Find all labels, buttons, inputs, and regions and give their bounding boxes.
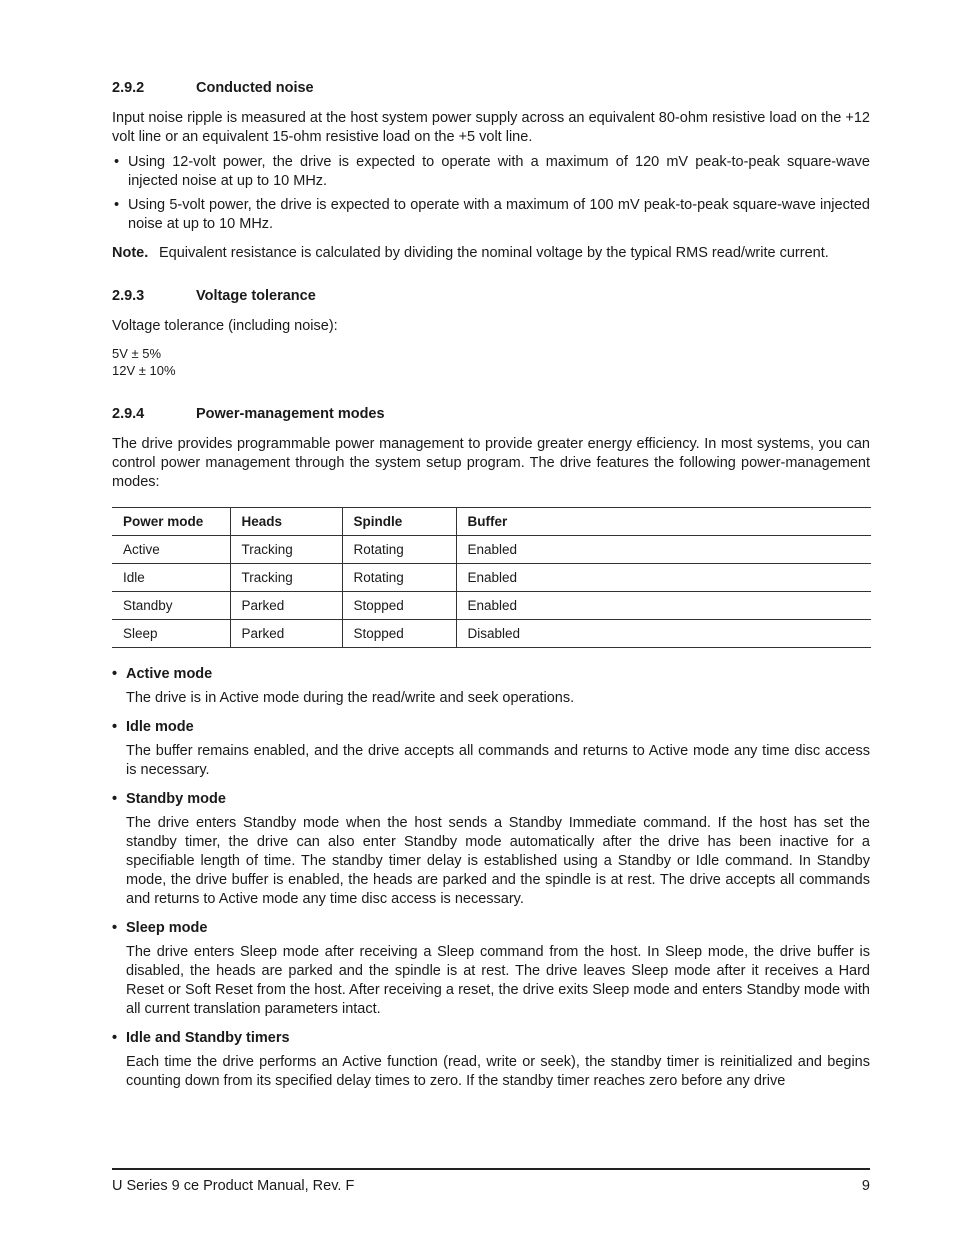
voltage-tolerance-intro: Voltage tolerance (including noise): — [112, 317, 338, 334]
section-heading-conducted-noise — [112, 78, 870, 98]
column-header: Heads — [230, 507, 342, 535]
page-number: 9 — [861, 1178, 870, 1194]
table-cell: Enabled — [456, 563, 871, 591]
bullet-glyph: • — [114, 197, 120, 213]
list-item: • Using 5-volt power, the drive is expected to operate with a maximum of 100 mV peak-to-peak square-wave injected noise at up to 10 MHz. — [114, 197, 870, 232]
bullet-glyph: • — [112, 1029, 118, 1046]
table-cell: Parked — [230, 619, 342, 647]
bullet-glyph: • — [114, 154, 120, 170]
bullet-glyph: • — [112, 790, 118, 807]
table-cell: Tracking — [230, 563, 342, 591]
table-cell: Stopped — [342, 619, 456, 647]
table-row — [112, 619, 871, 647]
list-item: • Using 12-volt power, the drive is expected to operate with a maximum of 120 mV peak-to-peak square-wave injected noise at up to 10 MHz. — [114, 154, 870, 189]
mode-text-timers: Each time the drive performs an Active function (read, write or seek), the standby timer is reinitialized and begins counting down from its specified delay times to zero. If the standby timer reaches zero before any drive — [126, 1053, 870, 1089]
mode-text-standby: The drive enters Standby mode when the host sends a Standby Immediate command. If the host has set the standby timer, the drive can also enter Standby mode automatically after the drive has been inactive for a specifiable length of time. The standby timer delay is established using a Standby or Idle command. In Standby mode, the drive buffer is enabled, the heads are parked and the spindle is at rest. The drive accepts all commands and returns to Active mode any time disc access is necessary. — [126, 814, 870, 907]
table-header-row — [112, 507, 871, 535]
bullet-glyph: • — [112, 919, 118, 936]
section-title: Voltage tolerance — [196, 287, 316, 304]
table-cell: Active — [112, 535, 230, 563]
column-header: Buffer — [456, 507, 871, 535]
mode-text-idle: The buffer remains enabled, and the drive accepts all commands and returns to Active mode any time disc access is necessary. — [126, 742, 870, 778]
mode-heading-idle: • Idle mode — [112, 718, 194, 735]
table-cell: Enabled — [456, 591, 871, 619]
document-page — [112, 78, 870, 1091]
section-title: Power-management modes — [196, 405, 385, 422]
table-row — [112, 535, 871, 563]
column-header: Spindle — [342, 507, 456, 535]
voltage-tolerance-5v: 5V ± 5% — [112, 345, 162, 361]
conducted-noise-intro: Input noise ripple is measured at the host system power supply across an equivalent 80-ohm resistive load on the +12 volt line or an equivalent 15-ohm resistive load on the +5 volt line. — [112, 110, 870, 145]
table-cell: Disabled — [456, 619, 871, 647]
note-block — [112, 244, 870, 263]
power-mode-table — [112, 507, 871, 648]
mode-text-active: The drive is in Active mode during the read/write and seek operations. — [126, 689, 575, 706]
conducted-noise-bullets — [112, 153, 870, 233]
table-cell: Enabled — [456, 535, 871, 563]
section-number: 2.9.4 — [112, 405, 145, 422]
column-header: Power mode — [112, 507, 230, 535]
table-cell: Stopped — [342, 591, 456, 619]
mode-heading-standby: • Standby mode — [112, 790, 226, 807]
table-cell: Tracking — [230, 535, 342, 563]
note-label: Note. — [112, 245, 149, 261]
power-management-intro: The drive provides programmable power management to provide greater energy efficiency. In most systems, you can control power management through the system setup program. The drive features the following power-management modes: — [112, 435, 870, 490]
footer-manual-title: U Series 9 ce Product Manual, Rev. F — [112, 1178, 355, 1194]
table-cell: Rotating — [342, 535, 456, 563]
note-text: Equivalent resistance is calculated by dividing the nominal voltage by the typical RMS read/write current. — [159, 245, 829, 261]
voltage-tolerance-12v: 12V ± 10% — [112, 363, 176, 378]
section-title: Conducted noise — [196, 80, 314, 96]
table-cell: Rotating — [342, 563, 456, 591]
table-cell: Sleep — [112, 619, 230, 647]
table-row — [112, 591, 871, 619]
section-number: 2.9.2 — [112, 80, 145, 96]
mode-text-sleep: The drive enters Sleep mode after receiving a Sleep command from the host. In Sleep mode, the drive buffer is disabled, the heads are parked and the spindle is at rest. The drive leaves Sleep mode after it receives a Hard Reset or Soft Reset from the host. After receiving a reset, the drive exits Sleep mode and enters Standby mode with all current translation parameters intact. — [126, 943, 870, 1017]
table-cell: Standby — [112, 591, 230, 619]
section-number: 2.9.3 — [112, 287, 145, 304]
table-cell: Parked — [230, 591, 342, 619]
section-heading-voltage-tolerance — [112, 286, 870, 306]
section-heading-power-management — [112, 404, 870, 424]
bullet-glyph: • — [112, 718, 118, 735]
page-footer — [112, 1168, 870, 1194]
table-row — [112, 563, 871, 591]
table-cell: Idle — [112, 563, 230, 591]
mode-heading-timers: • Idle and Standby timers — [112, 1029, 290, 1046]
mode-heading-active: • Active mode — [112, 665, 213, 682]
mode-heading-sleep: • Sleep mode — [112, 919, 208, 936]
bullet-glyph: • — [112, 665, 118, 682]
